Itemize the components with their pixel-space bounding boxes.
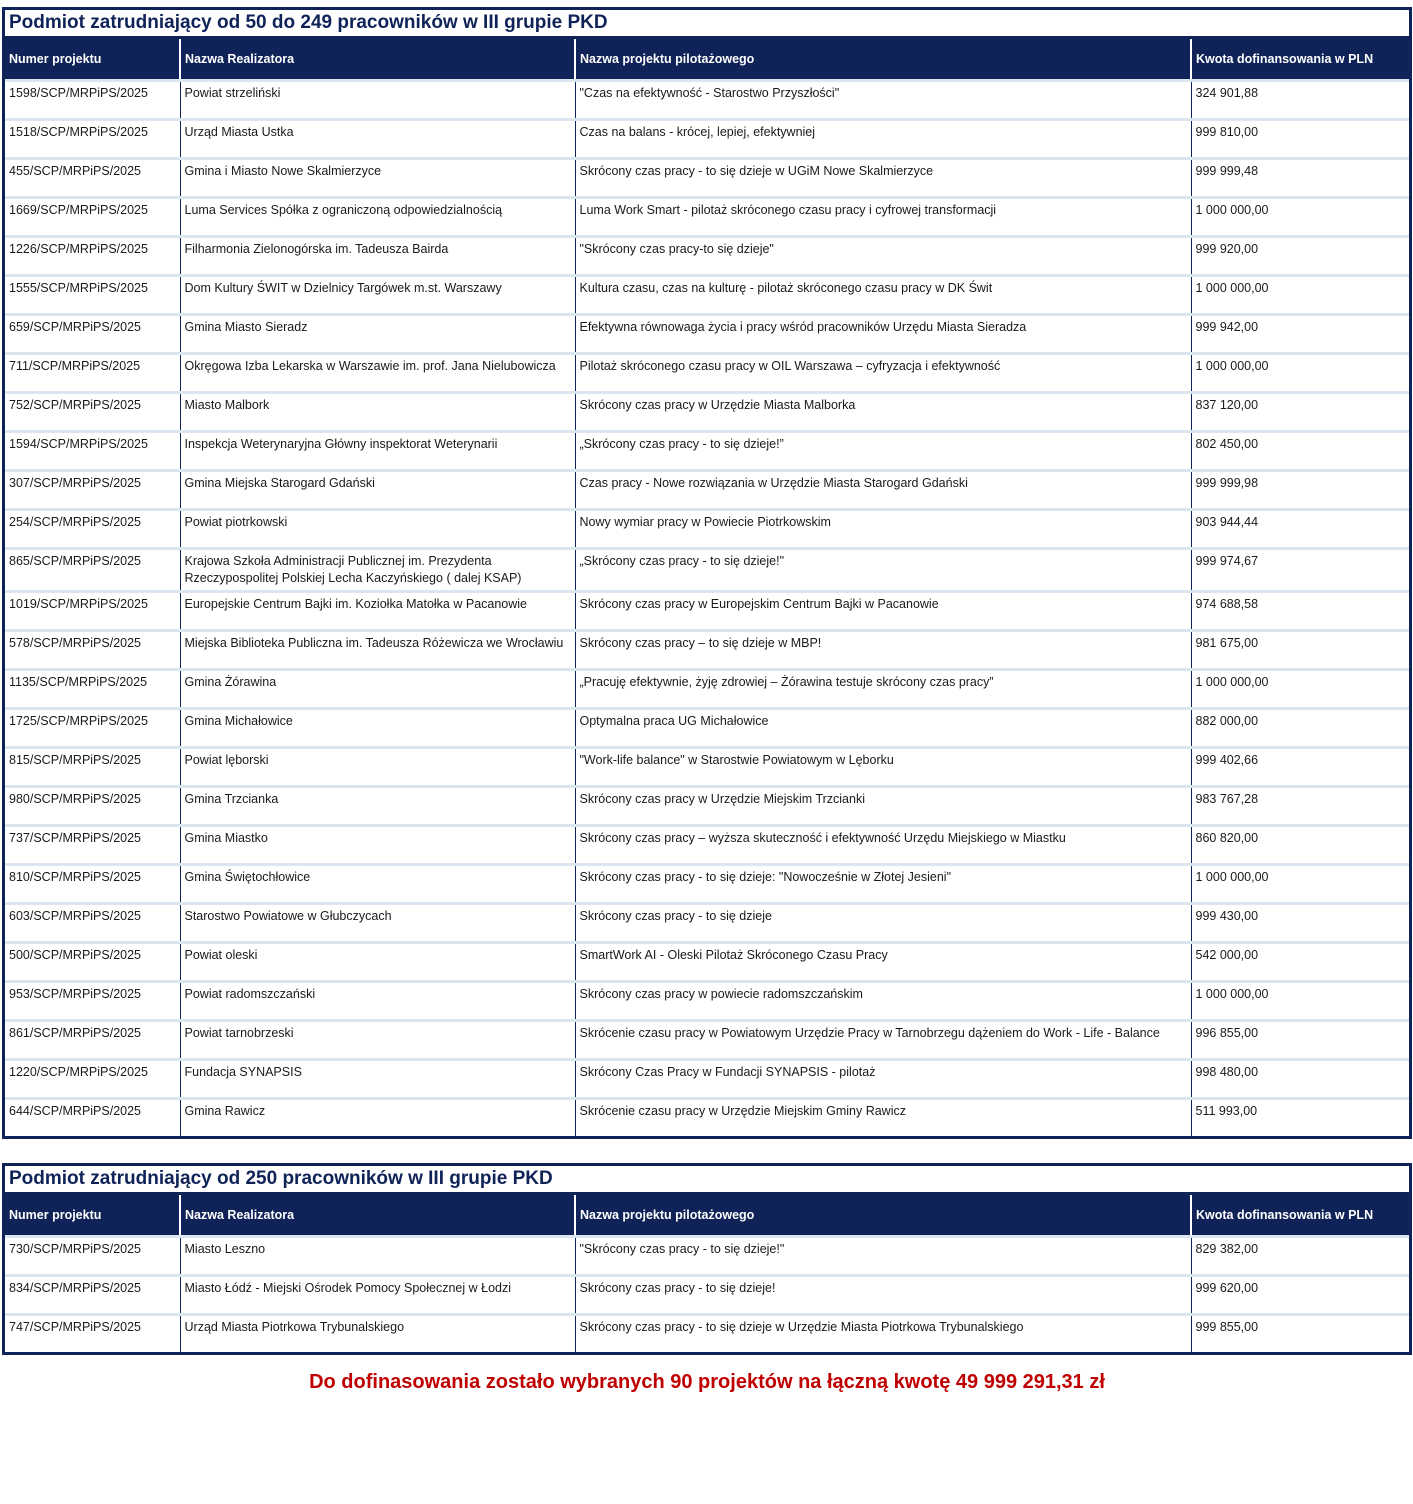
funding-amount: 1 000 000,00 [1191,276,1409,315]
contractor-name: Europejskie Centrum Bajki im. Koziołka Matołka w Pacanowie [180,592,575,631]
table-row [5,120,1409,159]
funding-amount: 802 450,00 [1191,432,1409,471]
project-name: „Skrócony czas pracy - to się dzieje!" [575,549,1191,592]
contractor-name: Okręgowa Izba Lekarska w Warszawie im. prof. Jana Nielubowicza [180,354,575,393]
section-250-plus [2,1163,1412,1355]
project-name: Pilotaż skróconego czasu pracy w OIL Warszawa – cyfryzacja i efektywność [575,354,1191,393]
project-number: 1598/SCP/MRPiPS/2025 [5,81,180,120]
project-name: Skrócony Czas Pracy w Fundacji SYNAPSIS - pilotaż [575,1060,1191,1099]
contractor-name: Miejska Biblioteka Publiczna im. Tadeusza Różewicza we Wrocławiu [180,631,575,670]
contractor-name: Powiat lęborski [180,748,575,787]
contractor-name: Gmina Miasto Sieradz [180,315,575,354]
contractor-name: Powiat strzeliński [180,81,575,120]
contractor-name: Miasto Leszno [180,1237,575,1276]
table-row [5,631,1409,670]
table-row [5,904,1409,943]
funding-amount: 999 810,00 [1191,120,1409,159]
table-row [5,865,1409,904]
table-row [5,276,1409,315]
header-project-name: Nazwa projektu pilotażowego [575,39,1191,81]
table-row [5,471,1409,510]
funding-amount: 903 944,44 [1191,510,1409,549]
project-name: Skrócony czas pracy - to się dzieje w Urzędzie Miasta Piotrkowa Trybunalskiego [575,1315,1191,1353]
project-number: 1555/SCP/MRPiPS/2025 [5,276,180,315]
project-name: Skrócony czas pracy - to się dzieje: "Nowocześnie w Złotej Jesieni" [575,865,1191,904]
project-number: 254/SCP/MRPiPS/2025 [5,510,180,549]
header-amount: Kwota dofinansowania w PLN [1191,1195,1409,1237]
project-name: "Skrócony czas pracy-to się dzieje" [575,237,1191,276]
project-number: 861/SCP/MRPiPS/2025 [5,1021,180,1060]
project-name: Efektywna równowaga życia i pracy wśród pracowników Urzędu Miasta Sieradza [575,315,1191,354]
project-number: 1226/SCP/MRPiPS/2025 [5,237,180,276]
project-number: 1594/SCP/MRPiPS/2025 [5,432,180,471]
project-name: Skrócony czas pracy - to się dzieje w UGiM Nowe Skalmierzyce [575,159,1191,198]
contractor-name: Powiat radomszczański [180,982,575,1021]
header-project-number: Numer projektu [5,1195,180,1237]
funding-amount: 974 688,58 [1191,592,1409,631]
project-number: 578/SCP/MRPiPS/2025 [5,631,180,670]
table-row [5,826,1409,865]
contractor-name: Inspekcja Weterynaryjna Główny inspektorat Weterynarii [180,432,575,471]
table-row [5,1237,1409,1276]
table-row [5,354,1409,393]
project-name: Luma Work Smart - pilotaż skróconego czasu pracy i cyfrowej transformacji [575,198,1191,237]
contractor-name: Gmina Miejska Starogard Gdański [180,471,575,510]
contractor-name: Dom Kultury ŚWIT w Dzielnicy Targówek m.st. Warszawy [180,276,575,315]
funding-amount: 999 942,00 [1191,315,1409,354]
project-name: Skrócony czas pracy – wyższa skuteczność i efektywność Urzędu Miejskiego w Miastku [575,826,1191,865]
table-row [5,982,1409,1021]
project-name: "Work-life balance" w Starostwie Powiatowym w Lęborku [575,748,1191,787]
funding-amount: 1 000 000,00 [1191,198,1409,237]
funding-amount: 998 480,00 [1191,1060,1409,1099]
table-row [5,592,1409,631]
contractor-name: Miasto Łódź - Miejski Ośrodek Pomocy Społecznej w Łodzi [180,1276,575,1315]
funding-amount: 860 820,00 [1191,826,1409,865]
contractor-name: Urząd Miasta Piotrkowa Trybunalskiego [180,1315,575,1353]
table-row [5,1060,1409,1099]
project-name: Optymalna praca UG Michałowice [575,709,1191,748]
contractor-name: Gmina Michałowice [180,709,575,748]
funding-amount: 999 999,48 [1191,159,1409,198]
project-name: Skrócony czas pracy w Urzędzie Miasta Malborka [575,393,1191,432]
contractor-name: Starostwo Powiatowe w Głubczycach [180,904,575,943]
project-number: 1669/SCP/MRPiPS/2025 [5,198,180,237]
project-number: 711/SCP/MRPiPS/2025 [5,354,180,393]
contractor-name: Gmina i Miasto Nowe Skalmierzyce [180,159,575,198]
project-name: Skrócony czas pracy – to się dzieje w MBP! [575,631,1191,670]
contractor-name: Urząd Miasta Ustka [180,120,575,159]
funding-amount: 999 999,98 [1191,471,1409,510]
contractor-name: Luma Services Spółka z ograniczoną odpowiedzialnością [180,198,575,237]
project-number: 1518/SCP/MRPiPS/2025 [5,120,180,159]
table-row [5,159,1409,198]
project-name: Skrócony czas pracy w powiecie radomszczańskim [575,982,1191,1021]
project-name: „Pracuję efektywnie, żyję zdrowiej – Żórawina testuje skrócony czas pracy” [575,670,1191,709]
project-name: Kultura czasu, czas na kulturę - pilotaż skróconego czasu pracy w DK Świt [575,276,1191,315]
project-name: Skrócony czas pracy - to się dzieje [575,904,1191,943]
table-row [5,237,1409,276]
project-name: "Skrócony czas pracy - to się dzieje!" [575,1237,1191,1276]
funding-amount: 837 120,00 [1191,393,1409,432]
funding-amount: 996 855,00 [1191,1021,1409,1060]
project-name: Skrócony czas pracy - to się dzieje! [575,1276,1191,1315]
funding-amount: 999 402,66 [1191,748,1409,787]
project-name: Skrócony czas pracy w Europejskim Centrum Bajki w Pacanowie [575,592,1191,631]
funding-amount: 1 000 000,00 [1191,982,1409,1021]
project-name: Skrócony czas pracy w Urzędzie Miejskim Trzcianki [575,787,1191,826]
funding-amount: 999 974,67 [1191,549,1409,592]
section-title: Podmiot zatrudniający od 50 do 249 pracowników w III grupie PKD [5,10,1409,39]
project-number: 455/SCP/MRPiPS/2025 [5,159,180,198]
header-amount: Kwota dofinansowania w PLN [1191,39,1409,81]
funding-amount: 511 993,00 [1191,1099,1409,1137]
table-row [5,748,1409,787]
funding-amount: 1 000 000,00 [1191,670,1409,709]
funding-amount: 983 767,28 [1191,787,1409,826]
table-row [5,432,1409,471]
contractor-name: Powiat piotrkowski [180,510,575,549]
project-name: Czas pracy - Nowe rozwiązania w Urzędzie Miasta Starogard Gdański [575,471,1191,510]
project-number: 815/SCP/MRPiPS/2025 [5,748,180,787]
section-50-249 [2,7,1412,1139]
funding-amount: 999 855,00 [1191,1315,1409,1353]
table-row [5,709,1409,748]
project-number: 752/SCP/MRPiPS/2025 [5,393,180,432]
project-name: Skrócenie czasu pracy w Powiatowym Urzędzie Pracy w Tarnobrzegu dążeniem do Work - Life - Balance [575,1021,1191,1060]
funding-amount: 882 000,00 [1191,709,1409,748]
project-number: 603/SCP/MRPiPS/2025 [5,904,180,943]
project-number: 980/SCP/MRPiPS/2025 [5,787,180,826]
table-row [5,198,1409,237]
project-name: Skrócenie czasu pracy w Urzędzie Miejskim Gminy Rawicz [575,1099,1191,1137]
project-number: 644/SCP/MRPiPS/2025 [5,1099,180,1137]
project-number: 1220/SCP/MRPiPS/2025 [5,1060,180,1099]
projects-table [5,39,1409,1136]
contractor-name: Powiat oleski [180,943,575,982]
project-number: 810/SCP/MRPiPS/2025 [5,865,180,904]
funding-amount: 981 675,00 [1191,631,1409,670]
header-contractor: Nazwa Realizatora [180,1195,575,1237]
funding-amount: 1 000 000,00 [1191,354,1409,393]
table-row [5,1315,1409,1353]
project-number: 953/SCP/MRPiPS/2025 [5,982,180,1021]
project-name: Nowy wymiar pracy w Powiecie Piotrkowskim [575,510,1191,549]
table-row [5,393,1409,432]
project-number: 834/SCP/MRPiPS/2025 [5,1276,180,1315]
project-name: Czas na balans - krócej, lepiej, efektywniej [575,120,1191,159]
project-number: 659/SCP/MRPiPS/2025 [5,315,180,354]
table-row [5,510,1409,549]
project-name: "Czas na efektywność - Starostwo Przyszłości" [575,81,1191,120]
funding-amount: 999 430,00 [1191,904,1409,943]
contractor-name: Fundacja SYNAPSIS [180,1060,575,1099]
contractor-name: Gmina Świętochłowice [180,865,575,904]
project-name: „Skrócony czas pracy - to się dzieje!” [575,432,1191,471]
project-number: 1135/SCP/MRPiPS/2025 [5,670,180,709]
contractor-name: Filharmonia Zielonogórska im. Tadeusza Bairda [180,237,575,276]
projects-table [5,1195,1409,1352]
header-contractor: Nazwa Realizatora [180,39,575,81]
table-row [5,1099,1409,1137]
table-row [5,670,1409,709]
table-row [5,81,1409,120]
summary-text: Do dofinasowania zostało wybranych 90 projektów na łączną kwotę 49 999 291,31 zł [309,1371,1105,1393]
table-row [5,549,1409,592]
funding-amount: 999 620,00 [1191,1276,1409,1315]
contractor-name: Powiat tarnobrzeski [180,1021,575,1060]
section-title: Podmiot zatrudniający od 250 pracowników w III grupie PKD [5,1166,1409,1195]
project-number: 307/SCP/MRPiPS/2025 [5,471,180,510]
project-number: 865/SCP/MRPiPS/2025 [5,549,180,592]
contractor-name: Gmina Żórawina [180,670,575,709]
table-row [5,787,1409,826]
table-row [5,315,1409,354]
funding-amount: 999 920,00 [1191,237,1409,276]
funding-amount: 1 000 000,00 [1191,865,1409,904]
funding-amount: 829 382,00 [1191,1237,1409,1276]
funding-amount: 542 000,00 [1191,943,1409,982]
table-row [5,1276,1409,1315]
contractor-name: Gmina Miastko [180,826,575,865]
project-name: SmartWork AI - Oleski Pilotaż Skróconego Czasu Pracy [575,943,1191,982]
contractor-name: Gmina Rawicz [180,1099,575,1137]
project-number: 747/SCP/MRPiPS/2025 [5,1315,180,1353]
project-number: 1019/SCP/MRPiPS/2025 [5,592,180,631]
funding-amount: 324 901,88 [1191,81,1409,120]
project-number: 737/SCP/MRPiPS/2025 [5,826,180,865]
header-project-name: Nazwa projektu pilotażowego [575,1195,1191,1237]
project-number: 730/SCP/MRPiPS/2025 [5,1237,180,1276]
contractor-name: Gmina Trzcianka [180,787,575,826]
header-project-number: Numer projektu [5,39,180,81]
project-number: 500/SCP/MRPiPS/2025 [5,943,180,982]
table-row [5,943,1409,982]
contractor-name: Krajowa Szkoła Administracji Publicznej im. Prezydenta Rzeczypospolitej Polskiej Lecha Kaczyńskiego ( dalej KSAP) [180,549,575,592]
project-number: 1725/SCP/MRPiPS/2025 [5,709,180,748]
contractor-name: Miasto Malbork [180,393,575,432]
table-row [5,1021,1409,1060]
